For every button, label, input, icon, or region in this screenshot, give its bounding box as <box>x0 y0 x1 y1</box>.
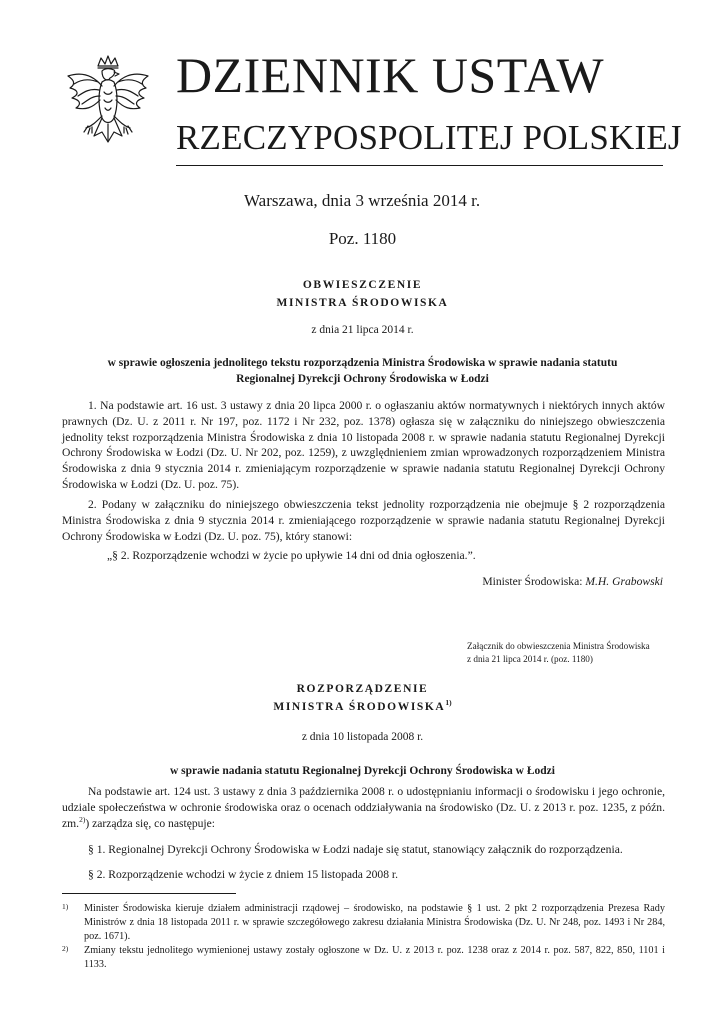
regulation-issuer-line <box>0 698 725 713</box>
regulation-issuer: MINISTRA ŚRODOWISKA <box>273 701 446 713</box>
regulation-date: z dnia 10 listopada 2008 r. <box>301 731 424 743</box>
signature-role: Minister Środowiska: <box>482 575 586 588</box>
annex-line-1: Załącznik do obwieszczenia Ministra Środowiska <box>467 641 650 651</box>
footnote-2-text: Zmiany tekstu jednolitego wymienionej ustawy zostały ogłoszone w Dz. U. z 2013 r. poz. 1238 oraz z 2014 r. poz. 587, 822, 850, 1101 i 1133. <box>84 945 665 970</box>
notice-issuer: MINISTRA ŚRODOWISKA <box>276 297 449 309</box>
footnote-ref-2: 2) <box>79 814 86 824</box>
footnote-1-mark: 1) <box>62 902 69 911</box>
regulation-preamble <box>62 784 665 831</box>
annex-line-2: z dnia 21 lipca 2014 r. (poz. 1180) <box>467 653 593 664</box>
footnote-1-text: Minister Środowiska kieruje działem administracji rządowej – środowisko, na podstawie § 1 ust. 2 pkt 2 rozporządzenia Prezesa Rady Ministrów z dnia 18 listopada 2011 r. w sprawie szczegółowego zakresu działania Ministra Środowiska (Dz. U. Nr 248, poz. 1493 i Nr 284, poz. 1671). <box>84 903 665 942</box>
notice-type: OBWIESZCZENIE <box>302 279 423 291</box>
position-number: Poz. 1180 <box>328 229 397 248</box>
footnote-ref-1: 1) <box>445 698 452 708</box>
footnote-2-mark: 2) <box>62 944 69 953</box>
white-eagle-emblem-icon <box>58 52 158 162</box>
notice-paragraph-1: 1. Na podstawie art. 16 ust. 3 ustawy z dnia 20 lipca 2000 r. o ogłaszaniu aktów normatywnych i niektórych innych aktów prawnych (Dz. U. z 2011 r. Nr 197, poz. 1172 i Nr 232, poz. 1378) ogłasza się w załączniku do niniejszego obwieszczenia jednolity tekst rozporządzenia Ministra Środowiska z dnia 10 listopada 2008 r. w sprawie nadania statutu Regionalnej Dyrekcji Ochrony Środowiska w Łodzi (Dz. U. Nr 202, poz. 1259), z uwzględnieniem zmian wprowadzonych rozporządzeniem Ministra Środowiska z dnia 9 stycznia 2014 r. zmieniającym rozporządzenie w sprawie nadania statutu Regionalnej Dyrekcji Ochrony Środowiska w Łodzi (Dz. U. poz. 75). <box>62 399 665 491</box>
masthead-divider <box>176 165 663 166</box>
regulation-subject: w sprawie nadania statutu Regionalnej Dyrekcji Ochrony Środowiska w Łodzi <box>170 765 555 777</box>
notice-signature <box>482 575 663 588</box>
regulation-type: ROZPORZĄDZENIE <box>296 683 429 695</box>
notice-subject-line-1: w sprawie ogłoszenia jednolitego tekstu rozporządzenia Ministra Środowiska w sprawie nadania statutu <box>107 357 618 369</box>
regulation-section-1: § 1. Regionalnej Dyrekcji Ochrony Środowiska w Łodzi nadaje się statut, stanowiący załącznik do rozporządzenia. <box>88 843 623 856</box>
preamble-tail: ) zarządza się, co następuje: <box>85 816 216 830</box>
notice-subject-line-2: Regionalnej Dyrekcji Ochrony Środowiska w Łodzi <box>236 373 489 385</box>
footnote-2 <box>62 944 665 972</box>
annex-reference <box>467 640 677 665</box>
notice-date: z dnia 21 lipca 2014 r. <box>311 324 414 336</box>
footnote-divider <box>62 893 236 894</box>
notice-paragraph-2: 2. Podany w załączniku do niniejszego obwieszczenia tekst jednolity rozporządzenia nie obejmuje § 2 rozporządzenia Ministra Środowiska z dnia 9 stycznia 2014 r. zmieniającego rozporządzenie w sprawie nadania statutu Regionalnej Dyrekcji Ochrony Środowiska w Łodzi (Dz. U. poz. 75), który stanowi: <box>62 498 665 543</box>
regulation-section-2: § 2. Rozporządzenie wchodzi w życie z dniem 15 listopada 2008 r. <box>88 868 399 881</box>
publication-date: Warszawa, dnia 3 września 2014 r. <box>244 191 481 210</box>
journal-subtitle: RZECZYPOSPOLITEJ POLSKIEJ <box>176 118 682 157</box>
quoted-provision: „§ 2. Rozporządzenie wchodzi w życie po upływie 14 dni od dnia ogłoszenia.”. <box>107 549 476 562</box>
footnote-1 <box>62 902 665 944</box>
journal-title: DZIENNIK USTAW <box>176 47 605 103</box>
preamble-text: Na podstawie art. 124 ust. 3 ustawy z dnia 3 października 2008 r. o udostępnianiu informacji o środowisku i jego ochronie, udziale społeczeństwa w ochronie środowiska oraz o ocenach oddziaływania na środowisko (Dz. U. z 2013 r. poz. 1235, z późn. zm. <box>62 785 665 830</box>
signature-name: M.H. Grabowski <box>585 575 663 588</box>
